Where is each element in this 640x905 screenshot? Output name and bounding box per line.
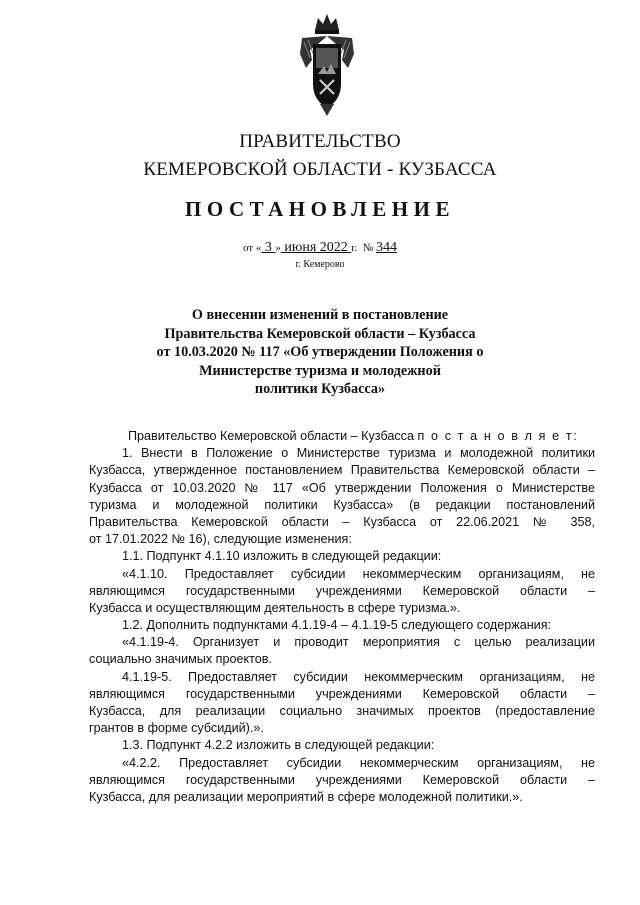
number-prefix: № — [362, 242, 374, 254]
intro-spaced-verb: п о с т а н о в л я е т: — [417, 429, 579, 443]
body-line: «4.1.10. Предоставляет субсидии некоммерческим организациям, не — [122, 566, 595, 581]
date-line — [0, 240, 640, 256]
document-type: ПОСТАНОВЛЕНИЕ — [185, 197, 455, 221]
body-line: «4.2.2. Предоставляет субсидии некоммерческим организациям, не — [122, 755, 595, 770]
date-month-year: июня 2022 — [280, 240, 352, 255]
date-year-suffix: г. — [351, 242, 358, 254]
body-line: Кузбасса, для реализации социально значимых проектов (предоставление — [89, 704, 595, 718]
body-line: 1.3. Подпункт 4.2.2 изложить в следующей редакции: — [122, 738, 435, 753]
title-line: от 10.03.2020 № 117 «Об утверждении Положения о — [156, 344, 484, 360]
body-line: Кузбасса, утвержденное постановлением Правительства Кемеровской области – — [89, 463, 595, 478]
intro-line — [89, 428, 595, 445]
body-line: грантов в форме субсидий).». — [89, 721, 264, 736]
intro-text: Правительство Кемеровской области – Кузбасса — [128, 429, 418, 443]
body-line: социально значимых проектов. — [89, 652, 272, 667]
body-line: Кузбасса от 10.03.2020 № 117 «Об утверждении Положения о Министерстве — [89, 480, 595, 495]
body-line: являющимся государственными учреждениями Кемеровской области – — [89, 772, 595, 787]
body-line: Кузбасса и осуществляющим деятельность в сфере туризма.». — [89, 600, 461, 615]
body-line: являющимся государственными учреждениями Кемеровской области – — [89, 686, 595, 701]
body-line: 1. Внести в Положение о Министерстве туризма и молодежной политики — [122, 446, 595, 461]
title-line: Правительства Кемеровской области – Кузбасса — [164, 325, 476, 342]
date-prefix: от « — [242, 242, 262, 254]
body-line: 1.2. Дополнить подпунктами 4.1.19-4 – 4.1.19-5 следующего содержания: — [122, 618, 552, 633]
city: г. Кемерово — [295, 259, 345, 270]
body-line: Кузбасса, для реализации мероприятий в сфере молодежной политики.». — [89, 789, 523, 804]
body-line: «4.1.19-4. Организует и проводит мероприятия с целью реализации — [122, 635, 595, 650]
body-line: туризма и молодежной политики Кузбасса» (в редакции постановлений — [89, 497, 595, 512]
document-title — [130, 306, 510, 399]
coat-of-arms-icon — [298, 8, 356, 116]
date-day: 3 — [261, 240, 276, 255]
body-line: Правительства Кемеровской области – Кузбасса от 22.06.2021 № 358, — [89, 514, 595, 529]
document-body — [89, 428, 595, 806]
document-number: 344 — [376, 240, 398, 255]
body-line: от 17.01.2022 № 16), следующие изменения: — [89, 532, 352, 547]
title-line: Министерстве туризма и молодежной — [199, 362, 441, 379]
org-name-line-1: ПРАВИТЕЛЬСТВО — [239, 131, 401, 152]
body-line: 1.1. Подпункт 4.1.10 изложить в следующей редакции: — [122, 549, 442, 564]
title-line: О внесении изменений в постановление — [191, 307, 449, 323]
title-line: политики Кузбасса» — [254, 381, 386, 397]
org-name-line-2: КЕМЕРОВСКОЙ ОБЛАСТИ - КУЗБАССА — [143, 159, 497, 180]
body-line: 4.1.19-5. Предоставляет субсидии некоммерческим организациям, не — [122, 669, 595, 684]
body-line: являющимся государственными учреждениями Кемеровской области – — [89, 583, 595, 598]
date-mid: » — [275, 242, 281, 254]
